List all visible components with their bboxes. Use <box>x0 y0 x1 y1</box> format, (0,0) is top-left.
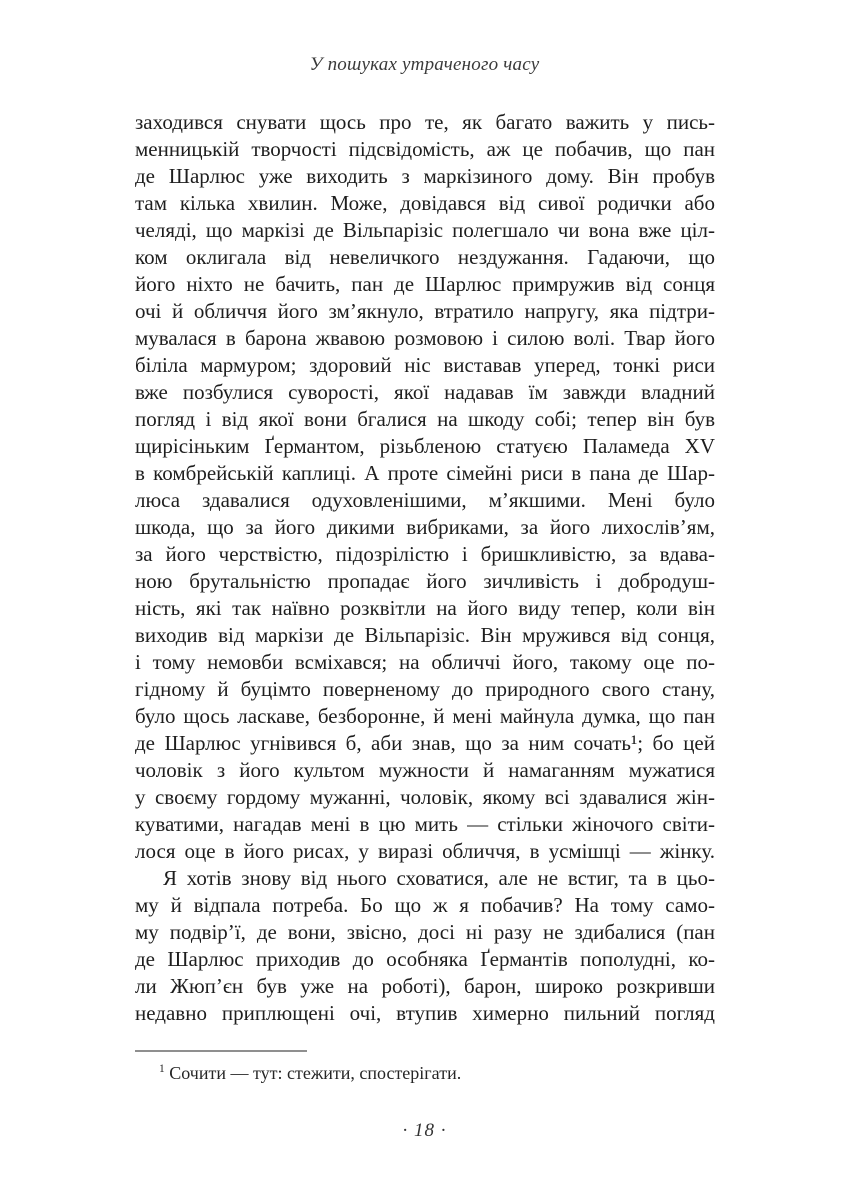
footnote-marker: 1 <box>159 1063 165 1075</box>
text-line: шкода, що за його дикими вибриками, за його лихослів’ям, <box>135 515 715 539</box>
text-line: ність, які так наївно розквітли на його виду тепер, коли він <box>135 596 715 620</box>
text-line: вже позбулися суворості, якої надавав їм завжди владний <box>135 380 715 404</box>
text-line: погляд і від якої вони бгалися на шкоду собі; тепер він був <box>135 407 715 431</box>
text-line: ною брутальністю пропадає його зичливість і добродуш- <box>135 569 715 593</box>
text-line: люса здавалися одуховленішими, м’якшими. Мені було <box>135 488 715 512</box>
text-line: му й відпала потреба. Бо що ж я побачив? На тому само- <box>135 893 715 917</box>
running-header: У пошуках утраченого часу <box>309 54 540 75</box>
paragraph <box>135 865 715 1027</box>
text-line: лося оце в його рисах, у виразі обличчя, в усмішці — жінку. <box>135 839 715 863</box>
text-line: чоловік з його культом мужности й намаганням мужатися <box>135 758 715 782</box>
paragraph <box>135 109 715 865</box>
text-line: мувалася в барона жвавою розмовою і силою волі. Твар його <box>135 326 715 350</box>
text-line: де Шарлюс уже виходить з маркізиного дому. Він пробув <box>135 164 715 188</box>
text-line: менницькій творчості підсвідомість, аж це побачив, що пан <box>135 137 715 161</box>
text-line: заходився снувати щось про те, як багато важить у пись- <box>135 110 715 134</box>
text-line: там кілька хвилин. Може, довідався від сивої родички або <box>135 191 715 215</box>
text-line: недавно приплющені очі, втупив химерно пильний погляд <box>135 1001 715 1025</box>
text-line: гідному й буцімто поверненому до природного свого стану, <box>135 677 715 701</box>
text-line: було щось ласкаве, безборонне, й мені майнула думка, що пан <box>135 704 715 728</box>
footnote-separator <box>135 1050 307 1052</box>
body-text <box>135 109 715 1027</box>
text-line: челяді, що маркізі де Вільпарізіс полегшало чи вона вже ціл- <box>135 218 715 242</box>
page-number: · 18 · <box>402 1120 447 1141</box>
text-line: у своєму гордому мужанні, чоловік, якому всі здавалися жін- <box>135 785 715 809</box>
text-line: ли Жюп’єн був уже на роботі), барон, широко розкривши <box>135 974 715 998</box>
text-line: де Шарлюс угнівився б, аби знав, що за ним сочать¹; бо цей <box>135 731 715 755</box>
text-line: його ніхто не бачить, пан де Шарлюс примружив від сонця <box>135 272 715 296</box>
text-line: виходив від маркізи де Вільпарізіс. Він мружився від сонця, <box>135 623 715 647</box>
text-line: в комбрейській каплиці. А проте сімейні риси в пана де Шар- <box>135 461 715 485</box>
text-line: куватими, нагадав мені в цю мить — стільки жіночого світи- <box>135 812 715 836</box>
text-line: Я хотів знову від нього сховатися, але не встиг, та в цьо- <box>163 866 715 890</box>
text-line: ком оклигала від невеличкого нездужання. Гадаючи, що <box>135 245 715 269</box>
text-line: очі й обличчя його зм’якнуло, втратило напругу, яка підтри- <box>135 299 715 323</box>
text-line: де Шарлюс приходив до особняка Ґермантів пополудні, ко- <box>135 947 715 971</box>
text-line: і тому немовби всміхався; на обличчі його, такому оце по- <box>135 650 715 674</box>
footnote <box>135 1061 715 1085</box>
footnote-text: Сочити — тут: стежити, спостерігати. <box>169 1063 462 1083</box>
text-line: щирісіньким Ґермантом, різьбленою статуєю Паламеда XV <box>135 434 715 458</box>
text-line: му подвір’ї, де вони, звісно, досі ні разу не здибалися (пан <box>135 920 715 944</box>
text-line: за його черствістю, підозрілістю і бришкливістю, за вдава- <box>135 542 715 566</box>
text-line: біліла мармуром; здоровий ніс виставав уперед, тонкі риси <box>135 353 715 377</box>
